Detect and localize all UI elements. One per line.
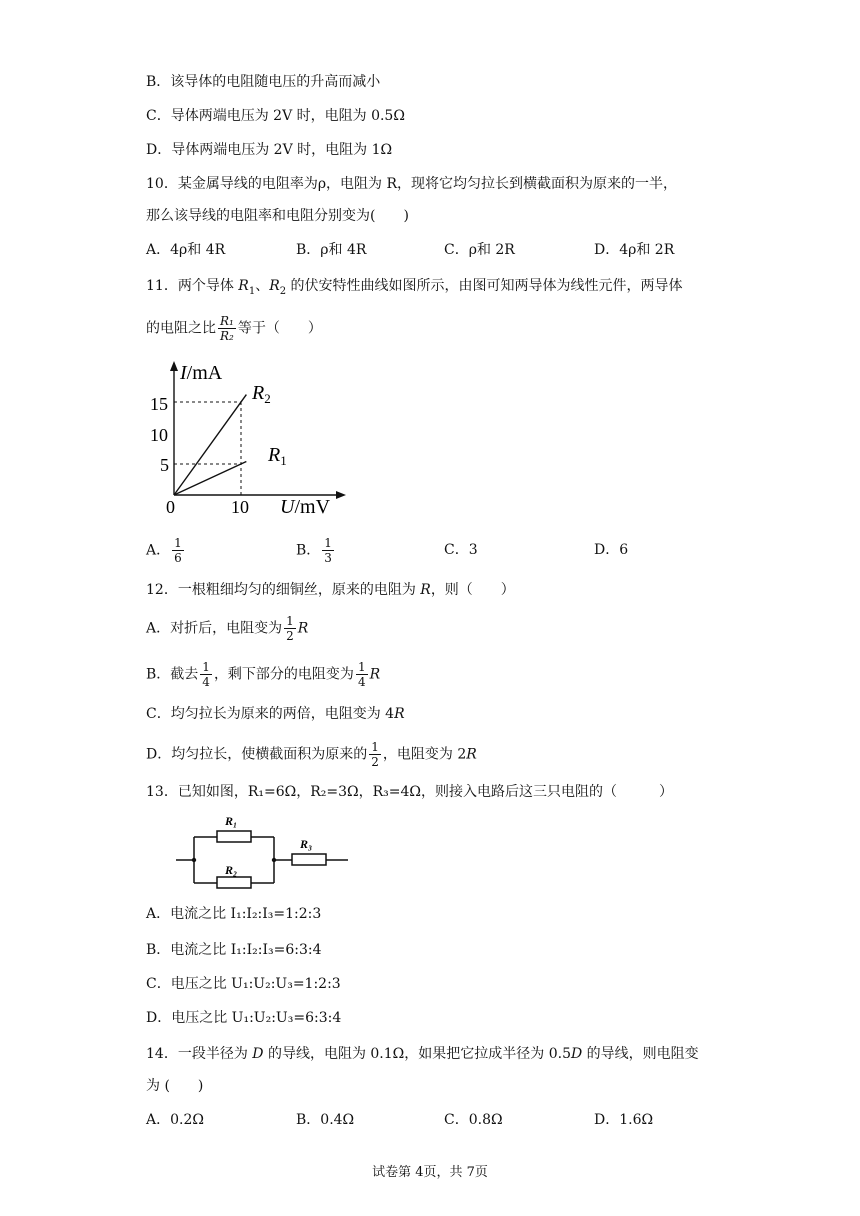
y-tick-label-15: 15 <box>150 394 168 414</box>
q9-option-d: D．导体两端电压为 2V 时，电阻为 1Ω <box>146 142 393 158</box>
q14-option-b: B．0.4Ω <box>296 1112 355 1128</box>
q10-option-b: B．ρ和 4R <box>296 242 367 258</box>
y-tick-label-5: 5 <box>160 455 169 475</box>
q13-option-d: D．电压之比 U₁:U₂:U₃=6:3:4 <box>146 1010 342 1026</box>
q11-stem-line1: 11．两个导体 $R_1$、$R_2$ 的伏安特性曲线如图所示，由图可知两导体为线性元件，两导体 <box>146 278 683 297</box>
q13-option-b: B．电流之比 I₁:I₂:I₃=6:3:4 <box>146 942 322 958</box>
svg-text:R₁: R₁ <box>225 814 238 828</box>
q14-option-c: C．0.8Ω <box>444 1112 503 1128</box>
series-line-r1 <box>174 462 246 495</box>
q10-stem-line2: 那么该导线的电阻率和电阻分别变为( ) <box>146 208 409 224</box>
q13-stem: 13．已知如图，R₁=6Ω，R₂=3Ω，R₃=4Ω，则接入电路后这三只电阻的（ ） <box>146 784 674 800</box>
q11-option-b: B． $\frac{1}{3}$ <box>296 536 332 565</box>
series-label-r2: $R_2$ <box>252 382 271 406</box>
q14-stem-line1: 14．一段半径为 D 的导线，电阻为 0.1Ω，如果把它拉成半径为 0.5D 的导线，则电阻变 <box>146 1046 699 1062</box>
q11-option-d: D．6 <box>594 542 629 558</box>
q10-option-c: C．ρ和 2R <box>444 242 515 258</box>
x-tick-label-10: 10 <box>231 497 249 517</box>
origin-label: 0 <box>166 497 175 517</box>
svg-text:R₃: R₃ <box>300 837 313 851</box>
x-axis-arrow <box>336 491 346 499</box>
q9-option-c: C．导体两端电压为 2V 时，电阻为 0.5Ω <box>146 108 405 124</box>
q10-stem-line1: 10．某金属导线的电阻率为ρ，电阻为 R，现将它均匀拉长到横截面积为原来的一半， <box>146 176 678 192</box>
y-axis-arrow <box>170 361 178 371</box>
series-line-r2 <box>174 395 246 495</box>
q9-option-b: B．该导体的电阻随电压的升高而减小 <box>146 74 381 90</box>
q11-stem-line2: 的电阻之比 $\frac{\text{R₁}}{\text{R₂}}$ 等于（ ） <box>146 314 322 343</box>
page-footer: 试卷第 4页，共 7页 <box>372 1165 488 1180</box>
resistor-r2 <box>217 877 251 888</box>
q14-option-a: A．0.2Ω <box>146 1112 204 1128</box>
q13-option-a: A．电流之比 I₁:I₂:I₃=1:2:3 <box>146 906 322 922</box>
q12-option-d: D．均匀拉长，使横截面积为原来的 $\frac{1}{2}$ ，电阻变为 2R <box>146 740 477 769</box>
circuit-diagram <box>172 810 352 890</box>
q11-option-c: C．3 <box>444 542 478 558</box>
q14-option-d: D．1.6Ω <box>594 1112 654 1128</box>
q14-stem-line2: 为 ( ) <box>146 1078 204 1094</box>
q10-option-a: A．4ρ和 4R <box>146 242 226 258</box>
y-tick-label-10: 10 <box>150 425 168 445</box>
svg-text:R₂: R₂ <box>225 863 238 877</box>
series-label-r1: $R_1$ <box>268 444 287 468</box>
q12-stem: 12．一根粗细均匀的细铜丝，原来的电阻为 R，则（ ） <box>146 582 515 598</box>
q13-option-c: C．电压之比 U₁:U₂:U₃=1:2:3 <box>146 976 341 992</box>
resistor-r3 <box>292 854 326 865</box>
q12-option-a: A．对折后，电阻变为 $\frac{1}{2}$ R <box>146 614 309 643</box>
q12-option-c: C．均匀拉长为原来的两倍，电阻变为 4R <box>146 706 405 722</box>
resistance-ratio-fraction: $\frac{\text{R₁}}{\text{R₂}}$ <box>220 314 234 343</box>
q12-option-b: B．截去 $\frac{1}{4}$ ，剩下部分的电阻变为 $\frac{1}{4}$ R <box>146 660 381 689</box>
x-axis-label: U/mV <box>280 496 331 518</box>
q10-option-d: D．4ρ和 2R <box>594 242 675 258</box>
resistor-r1 <box>217 831 251 842</box>
q11-option-a: A． $\frac{1}{6}$ <box>146 536 182 565</box>
y-axis-label: I/mA <box>180 362 223 384</box>
iu-characteristic-graph <box>150 355 370 525</box>
